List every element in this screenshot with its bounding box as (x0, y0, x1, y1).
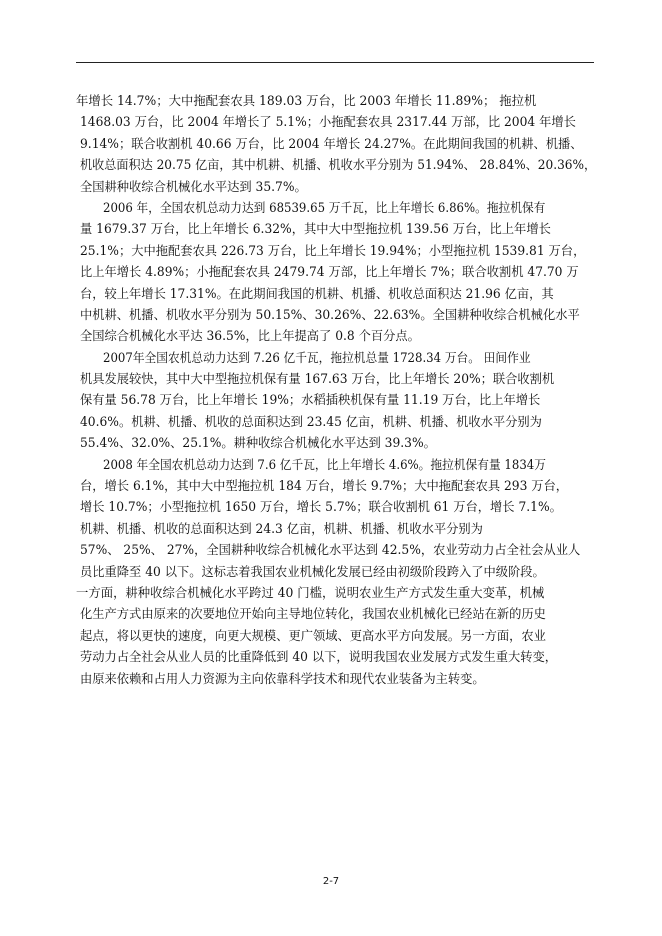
text-line: 机具发展较快，其中大中型拖拉机保有量 167.63 万台，比上年增长 20%；联合收割机 (80, 371, 555, 387)
text-line: 台，较上年增长 17.31%。在此期间我国的机耕、机播、机收总面积达 21.96 亿亩，其 (80, 285, 554, 301)
text-line: 40.6%。机耕、机播、机收的总面积达到 23.45 亿亩，机耕、机播、机收水平分别为 (80, 413, 542, 429)
text-line: 台，增长 6.1%，其中大中型拖拉机 184 万台，增长 9.7%；大中拖配套农具 293 万台， (80, 478, 569, 494)
text-line: 员比重降至 40 以下。这标志着我国农业机械化发展已经由初级阶段跨入了中级阶段。 (80, 563, 545, 579)
text-line: 化生产方式由原来的次要地位开始向主导地位转化，我国农业机械化已经站在新的历史 (80, 606, 546, 622)
text-line: 机收总面积达 20.75 亿亩，其中机耕、机播、机收水平分别为 51.94%、 28.84%、20.36%， (80, 157, 597, 173)
text-line: 机耕、机播、机收的总面积达到 24.3 亿亩，机耕、机播、机收水平分别为 (80, 520, 483, 536)
text-line: 起点，将以更快的速度，向更大规模、更广领域、更高水平方向发展。另一方面，农业 (80, 627, 546, 643)
body-text (76, 90, 606, 689)
page-number: 2-7 (322, 876, 340, 887)
text-line: 57%、 25%、 27%，全国耕种收综合机械化水平达到 42.5%，农业劳动力占全社会从业人 (80, 542, 581, 558)
text-line: 全国综合机械化水平达 36.5%，比上年提高了 0.8 个百分点。 (80, 328, 420, 344)
text-line: 保有量 56.78 万台，比上年增长 19%；水稻插秧机保有量 11.19 万台，比上年增长 (80, 392, 541, 408)
header-rule (76, 62, 594, 63)
text-line: 量 1679.37 万台，比上年增长 6.32%，其中大中型拖拉机 139.56 万台，比上年增长 (80, 221, 551, 237)
text-line: 比上年增长 4.89%；小拖配套农具 2479.74 万部，比上年增长 7%；联合收割机 47.70 万 (80, 264, 579, 280)
text-line: 2007年全国农机总动力达到 7.26 亿千瓦，拖拉机总量 1728.34 万台。 田间作业 (103, 349, 531, 365)
text-line: 一方面，耕种收综合机械化水平跨过 40 门槛，说明农业生产方式发生重大变革，机械 (76, 584, 545, 600)
text-line: 全国耕种收综合机械化水平达到 35.7%。 (80, 178, 307, 194)
text-line: 由原来依赖和占用人力资源为主向依靠科学技术和现代农业装备为主转变。 (80, 670, 485, 686)
text-line: 2006 年，全国农机总动力达到 68539.65 万千瓦，比上年增长 6.86%。拖拉机保有 (103, 199, 546, 215)
text-line: 25.1%；大中拖配套农具 226.73 万台，比上年增长 19.94%；小型拖拉机 1539.81 万台， (80, 242, 586, 258)
text-line: 2008 年全国农机总动力达到 7.6 亿千瓦，比上年增长 4.6%。拖拉机保有量 1834万 (103, 456, 546, 472)
text-line: 年增长 14.7%；大中拖配套农具 189.03 万台，比 2003 年增长 11.89%； 拖拉机 (76, 93, 537, 108)
text-line: 增长 10.7%；小型拖拉机 1650 万台，增长 5.7%；联合收割机 61 万台，增长 7.1%。 (80, 499, 562, 515)
text-line: 55.4%、32.0%、25.1%。耕种收综合机械化水平达到 39.3%。 (80, 435, 436, 451)
text-line: 中机耕、机播、机收水平分别为 50.15%、30.26%、22.63%。全国耕种收综合机械化水平 (80, 306, 580, 322)
text-line: 劳动力占全社会从业人员的比重降低到 40 以下，说明我国农业发展方式发生重大转变， (80, 649, 558, 665)
text-line: 1468.03 万台，比 2004 年增长了 5.1%；小拖配套农具 2317.44 万部，比 2004 年增长 (80, 114, 576, 130)
text-line: 9.14%；联合收割机 40.66 万台，比 2004 年增长 24.27%。在此期间我国的机耕、机播、 (80, 135, 583, 151)
